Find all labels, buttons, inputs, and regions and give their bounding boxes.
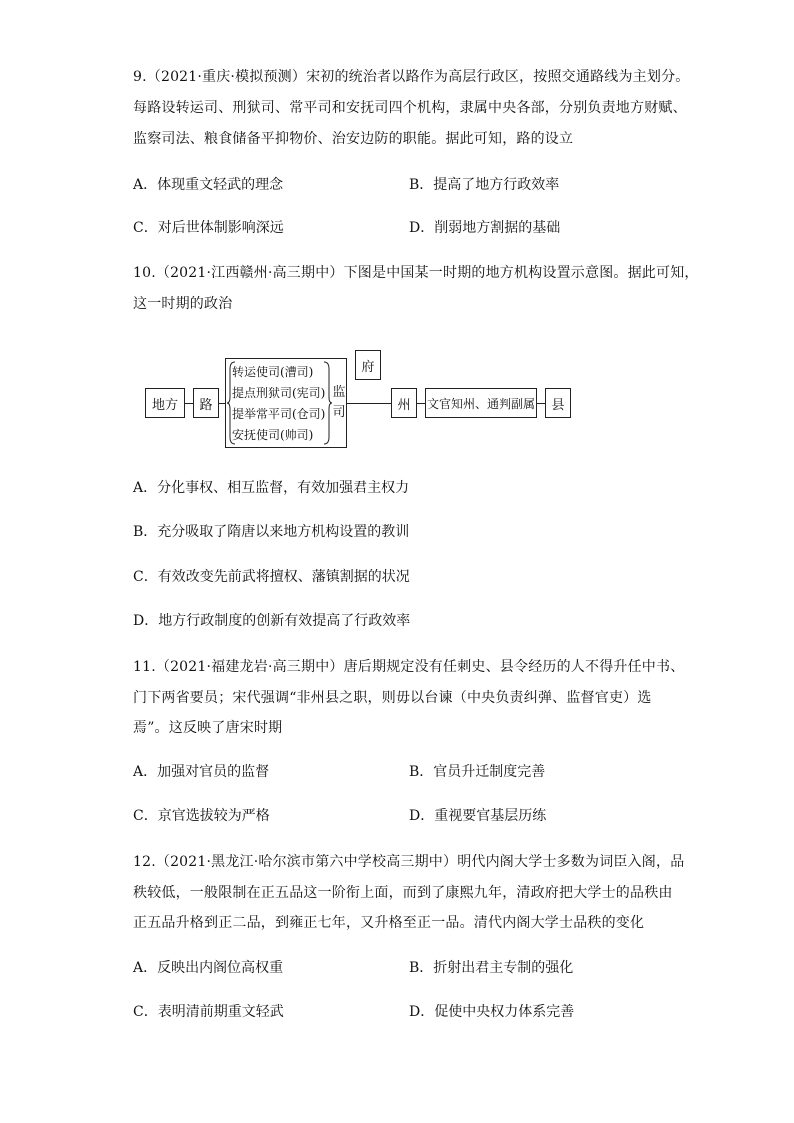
q11-stem-line-1: 11.（2021·福建龙岩·高三期中）唐后期规定没有任刺史、县令经历的人不得升任中书、	[133, 659, 685, 675]
zhou-box: 州	[391, 388, 417, 418]
route-box: 路	[193, 388, 219, 418]
q12-stem-line-3: 正五品升格到正二品，到雍正七年，又升格至正一品。清代内阁大学士品秩的变化	[133, 915, 645, 931]
q9-stem-line-1: 9.（2021·重庆·模拟预测）宋初的统治者以路作为高层行政区，按照交通路线为主划分。	[133, 69, 690, 85]
q10-option-c[interactable]: C．有效改变先前武将擅权、藩镇割据的状况	[133, 569, 410, 585]
q10-option-b[interactable]: B．充分吸取了隋唐以来地方机构设置的教训	[133, 524, 410, 540]
q12-option-b[interactable]: B．折射出君主专制的强化	[409, 960, 574, 976]
office-granary: 提举常平司(仓司)	[232, 407, 326, 421]
office-justice: 提点刑狱司(宪司)	[232, 386, 326, 400]
q10-stem-line-2: 这一时期的政治	[133, 296, 233, 312]
office-pacification: 安抚使司(帅司)	[232, 428, 314, 442]
q9-option-c[interactable]: C．对后世体制影响深远	[133, 220, 284, 236]
county-box: 县	[545, 388, 571, 418]
q10-option-a[interactable]: A．分化事权、相互监督，有效加强君主权力	[133, 480, 410, 496]
q11-option-d[interactable]: D．重视要官基层历练	[409, 808, 547, 824]
q12-option-c[interactable]: C．表明清前期重文轻武	[133, 1004, 284, 1020]
office-transport: 转运使司(漕司)	[232, 365, 314, 379]
q9-stem-line-3: 监察司法、粮食储备平抑物价、治安边防的职能。据此可知，路的设立	[133, 131, 574, 147]
connector-line	[537, 403, 545, 404]
q12-stem-line-2: 秩较低，一般限制在正五品这一阶衔上面，而到了康熙九年，清政府把大学士的品秩由	[133, 885, 673, 901]
q12-option-a[interactable]: A．反映出内阁位高权重	[133, 960, 284, 976]
civil-official-box: 文官知州、通判副属	[425, 388, 537, 418]
q10-stem-line-1: 10.（2021·江西赣州·高三期中）下图是中国某一时期的地方机构设置示意图。据此可知，	[133, 265, 699, 281]
q9-option-b[interactable]: B．提高了地方行政效率	[409, 177, 560, 193]
q12-option-d[interactable]: D．促使中央权力体系完善	[409, 1004, 575, 1020]
q10-option-d[interactable]: D．地方行政制度的创新有效提高了行政效率	[133, 613, 411, 629]
connector-line	[185, 403, 193, 404]
q11-option-c[interactable]: C．京官选拔较为严格	[133, 808, 270, 824]
supervise-label: 监司	[332, 385, 346, 420]
q11-stem-line-3: 焉”。这反映了唐宋时期	[133, 720, 283, 736]
local-institution-diagram	[145, 345, 585, 455]
q9-option-d[interactable]: D．削弱地方割据的基础	[409, 220, 561, 236]
local-box: 地方	[145, 388, 185, 418]
connector-line	[417, 403, 425, 404]
connector-line	[347, 403, 391, 404]
q12-stem-line-1: 12.（2021·黑龙江·哈尔滨市第六中学校高三期中）明代内阁大学士多数为词臣入阁，品	[133, 854, 685, 870]
q9-stem-line-2: 每路设转运司、刑狱司、常平司和安抚司四个机构，隶属中央各部，分别负责地方财赋、	[133, 100, 687, 116]
right-brace-icon	[322, 359, 332, 447]
q9-option-a[interactable]: A．体现重文轻武的理念	[133, 177, 284, 193]
prefecture-box: 府	[355, 350, 381, 380]
q11-option-b[interactable]: B．官员升迁制度完善	[409, 764, 546, 780]
offices-group-box	[225, 358, 347, 448]
q11-option-a[interactable]: A．加强对官员的监督	[133, 764, 270, 780]
q11-stem-line-2: 门下两省要员；宋代强调“非州县之职，则毋以台谏（中央负责纠弹、监督官吏）选	[133, 690, 652, 706]
